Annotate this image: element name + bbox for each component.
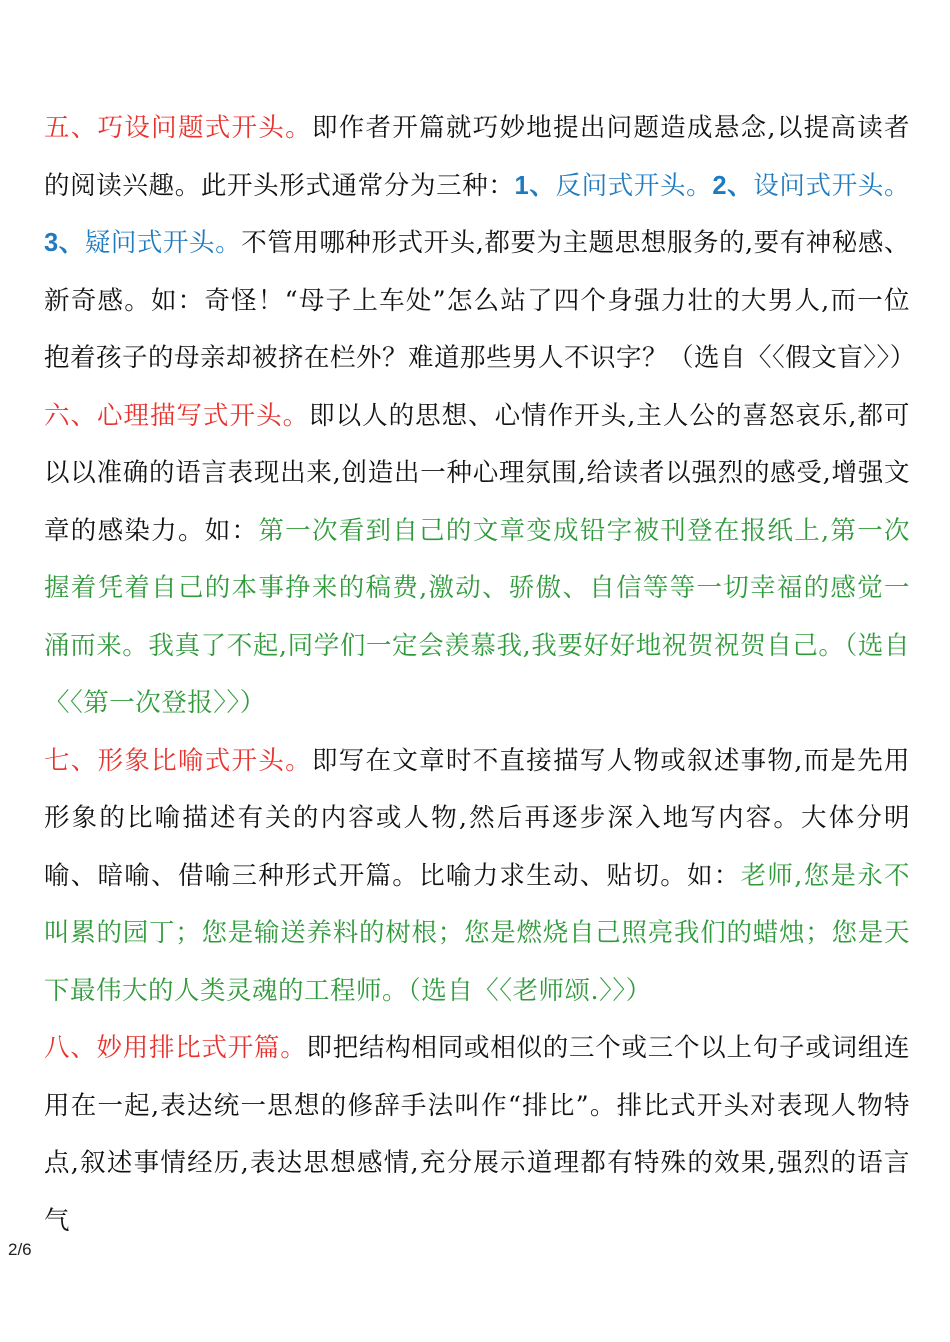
section-5-paragraph bbox=[44, 100, 916, 388]
document-page bbox=[44, 100, 916, 1250]
section-8-heading: 八、妙用排比式开篇。 bbox=[44, 1033, 307, 1063]
section-7-body: 即写在文章时不直接描写人物或叙述事物,而是先用形象的比喻描述有关的内容或人物,然后再逐步深入地写内容。大体分明喻、暗喻、借喻三种形式开篇。比喻力求生动、贴切。如： bbox=[44, 745, 910, 891]
section-7-heading: 七、形象比喻式开头。 bbox=[44, 745, 312, 776]
section-7-example: 老师,您是永不叫累的园丁；您是输送养料的树根；您是燃烧自己照亮我们的蜡烛；您是天下最伟大的人类灵魂的工程师。（选自〈〈老师颂.〉〉） bbox=[44, 860, 910, 1006]
section-5-type3: 疑问式开头。 bbox=[84, 228, 242, 258]
section-8-body: 即把结构相同或相似的三个或三个以上句子或词组连用在一起,表达统一思想的修辞手法叫作“排比”。排比式开头对表现人物特点,叙述事情经历,表达思想感情,充分展示道理都有特殊的效果,强烈的语言气 bbox=[44, 1033, 910, 1236]
page-indicator: 2/6 bbox=[8, 1240, 32, 1259]
section-6-heading: 六、心理描写式开头。 bbox=[44, 400, 310, 431]
section-5-intro: 即作者开篇就巧妙地提出问题造成悬念,以提高读者的阅读兴趣。此开头形式通常分为三种： bbox=[44, 113, 910, 201]
section-8-paragraph bbox=[44, 1020, 910, 1250]
section-6-body: 即以人的思想、心情作开头,主人公的喜怒哀乐,都可以以准确的语言表现出来,创造出一种心理氛围,给读者以强烈的感受,增强文章的感染力。如： bbox=[44, 400, 910, 546]
section-6-example: 第一次看到自己的文章变成铅字被刊登在报纸上,第一次握着凭着自己的本事挣来的稿费,激动、骄傲、自信等等一切幸福的感觉一涌而来。我真了不起,同学们一定会羡慕我,我要好好地祝贺祝贺自己。（选自〈〈第一次登报〉〉） bbox=[44, 515, 910, 718]
section-5-heading: 五、巧设问题式开头。 bbox=[44, 113, 312, 143]
section-5-body: 不管用哪种形式开头,都要为主题思想服务的,要有神秘感、新奇感。如：奇怪！“母子上车处”怎么站了四个身强力壮的大男人,而一位抱着孩子的母亲却被挤在栏外？难道那些男人不识字？（选自〈〈假文盲〉〉） bbox=[44, 228, 916, 373]
section-5-type2: 设问式开头。 bbox=[753, 170, 910, 201]
section-5-type1: 反问式开头。 bbox=[555, 170, 713, 201]
section-7-paragraph bbox=[44, 733, 910, 1021]
section-5-type1-number: 1、 bbox=[514, 171, 556, 200]
section-5-type2-number: 2、 bbox=[712, 171, 754, 200]
section-6-paragraph bbox=[44, 388, 910, 733]
section-5-type3-number: 3、 bbox=[44, 229, 85, 257]
